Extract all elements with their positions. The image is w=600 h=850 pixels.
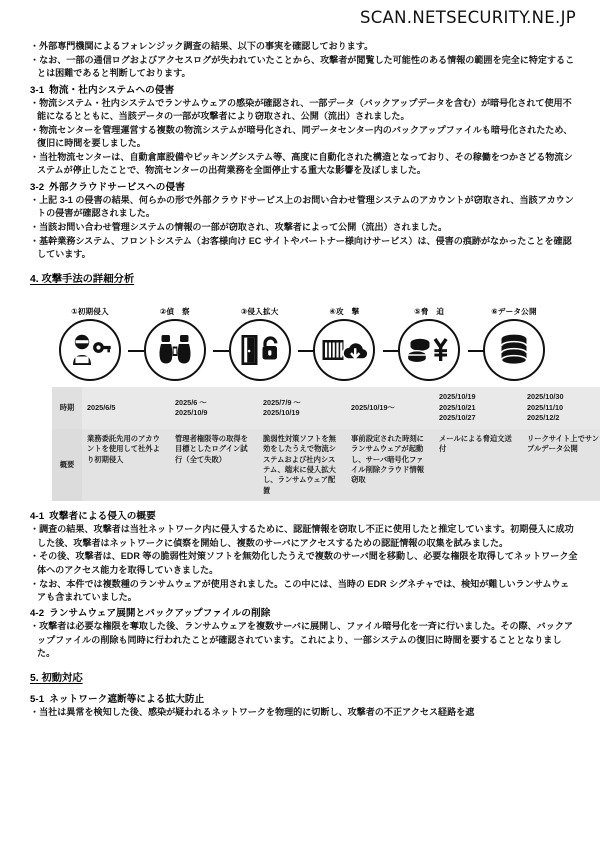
section-title: 攻撃者による侵入の概要: [49, 511, 156, 523]
attack-stage-5-label: ⑤脅 迫: [414, 307, 445, 317]
section-heading-5-1: [30, 691, 578, 705]
attack-stage-1: [52, 306, 128, 381]
attack-stage-4-label: ④攻 撃: [329, 307, 360, 317]
attack-stage-2: [137, 306, 213, 381]
attack-stage-2-label: ②偵 察: [159, 307, 190, 317]
binoculars-icon: [157, 333, 193, 367]
section-5-1-bullet: ・当社は異常を検知した後、感染が疑われるネットワークを物理的に切断し、攻撃者の不正アクセス経路を遮: [30, 706, 475, 717]
section-heading-4-1: [30, 508, 578, 522]
section-number: 5-1: [30, 693, 45, 705]
section-heading-4-2: [30, 605, 578, 619]
section-heading-5: 5. 初動対応: [30, 672, 83, 684]
summary-cell-2: 管理者権限等の取得を目標としたログイン試行（全て失敗）: [170, 429, 258, 501]
summary-cell-4: 事前設定された時刻にランサムウェアが起動し、サーバ暗号化ファイル削除クラウド情報窃取: [346, 429, 434, 501]
time-cell-4: 2025/10/19～: [346, 387, 434, 429]
section-4-1-bullet: ・調査の結果、攻撃者は当社ネットワーク内に侵入するために、認証情報を窃取し不正に使用したと推定しています。初期侵入に成功した後、攻撃者はネットワークに偵察を開始し、複数のサーバにアクセスするための認証情報の収集を試みました。: [30, 524, 574, 548]
table-row-time: [52, 387, 600, 429]
section-title: ネットワーク遮断等による拡大防止: [49, 693, 205, 705]
door-unlock-icon: [239, 333, 281, 367]
attack-stage-1-circle: [59, 319, 121, 381]
time-cell-3: 2025/7/9 ～ 2025/10/19: [258, 387, 346, 429]
section-3-1-bullet: ・当社物流センターは、自動倉庫設備やピッキングシステム等、高度に自動化された構造となっており、その稼働をつかさどる物流システムが停止したことで、物流センターの出荷業務を全面停止する重大な影響を及ぼしました。: [30, 152, 573, 176]
attack-stage-3: [222, 306, 298, 381]
attack-stage-row: [52, 295, 552, 381]
attack-stage-3-circle: [229, 319, 291, 381]
row-label-summary: 概要: [52, 429, 82, 501]
time-cell-6: 2025/10/30 2025/11/10 2025/12/2: [522, 387, 600, 429]
document-body: [30, 40, 600, 720]
summary-cell-6: リークサイト上でサンプルデータ公開: [522, 429, 600, 501]
attack-stage-6-label: ⑥データ公開: [491, 307, 537, 317]
time-cell-5: 2025/10/19 2025/10/21 2025/10/27: [434, 387, 522, 429]
summary-cell-1: 業務委託先用のアカウントを使用して社外より初期侵入: [82, 429, 170, 501]
section-number: 3-2: [30, 181, 45, 193]
attack-stage-3-label: ③侵入拡大: [240, 307, 279, 317]
section-title: 物流・社内システムへの侵害: [49, 84, 175, 96]
attack-timeline-table: [52, 387, 600, 501]
time-cell-2: 2025/6 ～ 2025/10/9: [170, 387, 258, 429]
section-heading-3-1: [30, 82, 578, 96]
section-4-2-bullet: ・攻撃者は必要な権限を奪取した後、ランサムウェアを複数サーバに展開し、ファイル暗号化を一斉に行いました。その際、バックアップファイルの削除も同時に行われたことが確認されています。これにより、一部システムの復旧に時間を要することとなりました。: [30, 621, 573, 659]
server-cloud-download-icon: [321, 334, 367, 366]
section-heading-3-2: [30, 179, 578, 193]
attack-chain-diagram: [52, 295, 552, 381]
table-row-summary: [52, 429, 600, 501]
row-label-time: 時期: [52, 387, 82, 429]
section-3-2-bullet: ・当該お問い合わせ管理システムの情報の一部が窃取され、攻撃者によって公開（流出）されました。: [30, 221, 448, 232]
section-number: 4-2: [30, 608, 45, 620]
attack-stage-4: [306, 306, 382, 381]
intro-bullet: ・外部専門機関によるフォレンジック調査の結果、以下の事実を確認しております。: [30, 41, 374, 51]
hacker-key-icon: [69, 333, 111, 367]
section-number: 3-1: [30, 84, 45, 96]
attack-stage-4-circle: [313, 319, 375, 381]
time-cell-1: 2025/6/5: [82, 387, 170, 429]
attack-stage-1-label: ①初期侵入: [71, 307, 109, 317]
section-4-1-bullet: ・なお、本件では複数種のランサムウェアが使用されました。この中には、当時の EDR シグネチャでは、検知が難しいランサムウェアも含まれていました。: [30, 578, 570, 602]
watermark-site-label: SCAN.NETSECURITY.NE.JP: [359, 8, 576, 27]
intro-bullet: ・なお、一部の通信ログおよびアクセスログが失われていたことから、攻撃者が閲覧した可能性のある情報の範囲を完全に特定することは困難であると判断しております。: [30, 54, 575, 79]
coins-yen-icon: [407, 334, 451, 366]
section-heading-4: 4. 攻撃手法の詳細分析: [30, 274, 135, 286]
section-3-1-bullet: ・物流センターを管理運営する複数の物流システムが暗号化され、同データセンター内のバックアップファイルも暗号化されたため、復旧に時間を要しました。: [30, 124, 573, 149]
section-4-1-bullet: ・その後、攻撃者は、EDR 等の脆弱性対策ソフトを無効化したうえで複数のサーバ間を移動し、必要な権限を取得してネットワーク全体へのアクセス能力を取得していきました。: [30, 551, 578, 575]
attack-stage-5: [391, 306, 467, 381]
summary-cell-5: メールによる脅迫文送付: [434, 429, 522, 501]
section-title: ランサムウェア展開とバックアップファイルの削除: [49, 608, 271, 620]
section-number: 4-1: [30, 511, 45, 523]
database-icon: [498, 333, 530, 367]
section-3-2-bullet: ・基幹業務システム、フロントシステム（お客様向け EC サイトやパートナー様向けサービス）は、侵害の痕跡がなかったことを確認しています。: [30, 235, 572, 260]
attack-stage-5-circle: [398, 319, 460, 381]
attack-stage-2-circle: [144, 319, 206, 381]
section-3-1-bullet: ・物流システム・社内システムでランサムウェアの感染が確認され、一部データ（バックアップデータを含む）が暗号化されて使用不能になるとともに、当該データの一部が攻撃者により窃取され、公開（流出）されました。: [30, 97, 572, 121]
section-3-2-bullet: ・上記 3-1 の侵害の結果、何らかの形で外部クラウドサービス上のお問い合わせ管理システムのアカウントが窃取され、当該アカウントの侵害が確認されました。: [30, 194, 574, 219]
summary-cell-3: 脆弱性対策ソフトを無効をしたうえで物流システムおよび社内システム、端末に侵入拡大し、ランサムウェア配置: [258, 429, 346, 501]
attack-stage-6: [476, 306, 552, 381]
attack-stage-6-circle: [483, 319, 545, 381]
section-title: 外部クラウドサービスへの侵害: [49, 181, 185, 193]
